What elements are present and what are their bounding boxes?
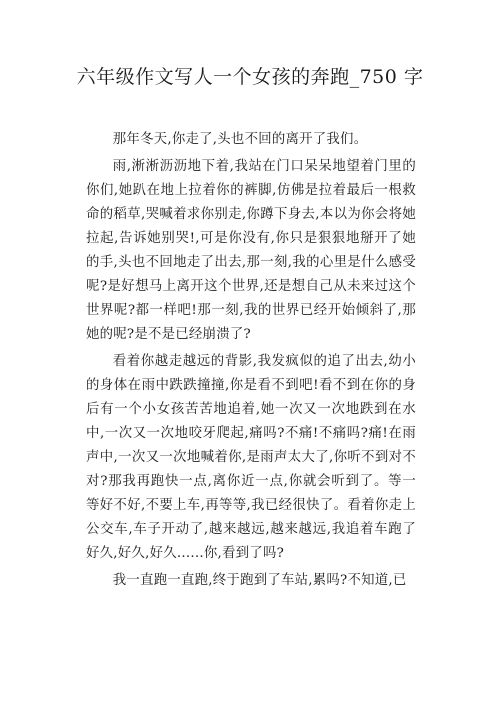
document-body: [86, 128, 416, 596]
paragraph: 我一直跑一直跑,终于跑到了车站,累吗?不知道,已: [112, 573, 407, 588]
document-title: 六年级作文写人一个女孩的奔跑_750 字: [76, 66, 424, 88]
paragraph: 看着你越走越远的背影,我发疯似的追了出去,幼小的身体在雨中跌跌撞撞,你是看不到吧!看不到在你的身后有一个小女孩苦苦地追着,她一次又一次地跌到在水中,一次又一次地咬牙爬起,痛吗?不痛!不痛吗?痛!在雨声中,一次又一次地喊着你,是雨声太大了,你听不到对不对?那我再跑快一点,离你近一点,你就会听到了。等一等好不好,不要上车,再等等,我已经很快了。看着你走上公交车,车子开动了,越来越远,越来越远,我追着车跑了好久,好久,好久......你,看到了吗?: [86, 354, 416, 561]
paragraph: 那年冬天,你走了,头也不回的离开了我们。: [112, 132, 368, 147]
paragraph: 雨,淅淅沥沥地下着,我站在门口呆呆地望着门里的你们,她趴在地上拉着你的裤脚,仿佛是拉着最后一根救命的稻草,哭喊着求你别走,你蹲下身去,本以为你会将她拉起,告诉她别哭!,可是你没有,你只是狠狠地掰开了她的手,头也不回地走了出去,那一刻,我的心里是什么感受呢?是好想马上离开这个世界,还是想自己从未来过这个世界呢?都一样吧!那一刻,我的世界已经开始倾斜了,那她的呢?是不是已经崩溃了?: [86, 159, 416, 342]
